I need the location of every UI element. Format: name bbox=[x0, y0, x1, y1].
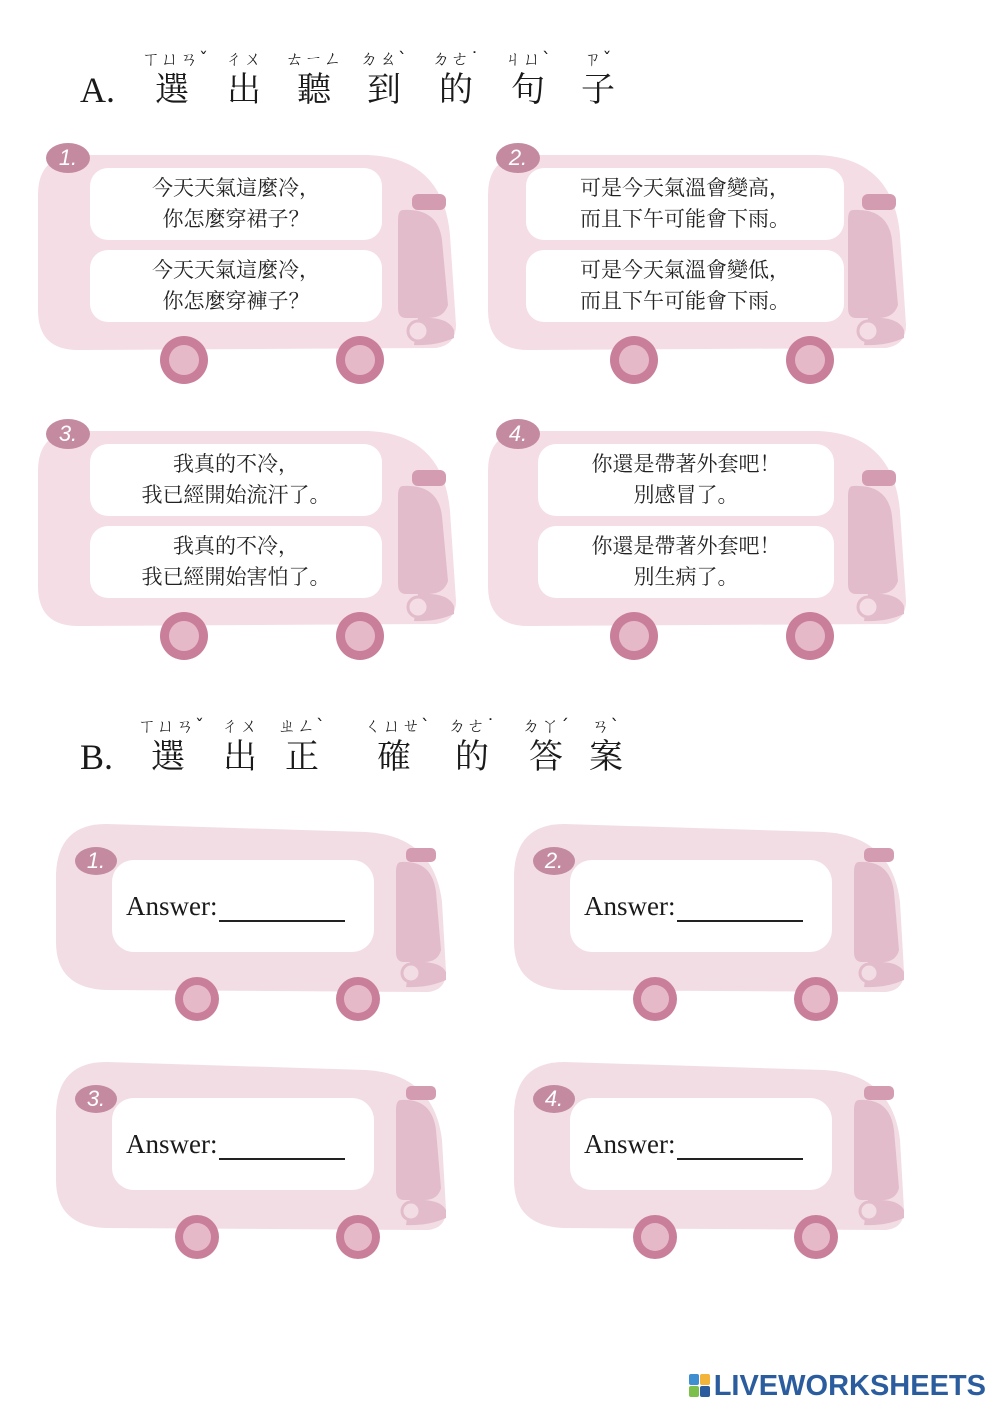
option-line: 別感冒了。 bbox=[633, 483, 739, 507]
section-a-letter: A. bbox=[80, 70, 115, 110]
question-number: 3. bbox=[58, 421, 78, 446]
title-char bbox=[426, 50, 486, 110]
answer-number: 3. bbox=[86, 1086, 106, 1111]
hanzi: 的 bbox=[439, 70, 473, 110]
answer-number: 1. bbox=[86, 848, 106, 873]
answer-label: Answer: bbox=[584, 890, 676, 921]
option-a[interactable] bbox=[90, 444, 382, 516]
option-line: 你還是帶著外套吧！ bbox=[591, 452, 781, 476]
hanzi: 句 bbox=[511, 70, 545, 110]
hanzi: 正 bbox=[285, 737, 319, 777]
option-line: 今天天氣這麼冷， bbox=[152, 258, 320, 282]
zhuyin: ㄔㄨ bbox=[221, 716, 259, 737]
title-char bbox=[142, 49, 209, 110]
option-b[interactable] bbox=[90, 526, 382, 598]
title-char bbox=[568, 50, 628, 110]
answer-input[interactable] bbox=[219, 900, 345, 922]
option-line: 我已經開始害怕了。 bbox=[141, 565, 331, 589]
option-a[interactable] bbox=[90, 168, 382, 240]
option-line: 今天天氣這麼冷， bbox=[152, 176, 320, 200]
title-char bbox=[576, 717, 636, 777]
answer-input[interactable] bbox=[677, 1138, 803, 1160]
option-line: 你還是帶著外套吧！ bbox=[591, 534, 781, 558]
option-b[interactable] bbox=[90, 250, 382, 322]
answer-input[interactable] bbox=[219, 1138, 345, 1160]
option-b[interactable] bbox=[538, 526, 834, 598]
title-char bbox=[272, 717, 332, 777]
question-number: 4. bbox=[508, 421, 528, 446]
zhuyin: ㄓㄥˋ bbox=[278, 716, 326, 737]
answer-card-2 bbox=[514, 822, 906, 1022]
option-a[interactable] bbox=[538, 444, 834, 516]
title-char bbox=[138, 716, 205, 777]
zhuyin: ㄉㄠˋ bbox=[360, 49, 408, 70]
question-card-1 bbox=[38, 140, 458, 385]
answer-number: 4. bbox=[544, 1086, 564, 1111]
hanzi: 答 bbox=[529, 737, 563, 777]
title-char bbox=[442, 717, 502, 777]
question-card-2 bbox=[488, 140, 908, 385]
logo-icon bbox=[689, 1374, 711, 1398]
hanzi: 聽 bbox=[297, 70, 331, 110]
answer-input[interactable] bbox=[677, 900, 803, 922]
answer-label: Answer: bbox=[584, 1128, 676, 1159]
section-b-letter: B. bbox=[80, 737, 114, 777]
zhuyin: ㄉㄜ˙ bbox=[448, 716, 496, 737]
question-number: 2. bbox=[508, 145, 528, 170]
zhuyin: ㄒㄩㄢˇ bbox=[142, 49, 209, 70]
answer-label: Answer: bbox=[126, 890, 218, 921]
hanzi: 選 bbox=[151, 737, 185, 777]
title-char bbox=[498, 50, 558, 110]
hanzi: 選 bbox=[155, 70, 189, 110]
hanzi: 的 bbox=[455, 737, 489, 777]
option-line: 我真的不冷， bbox=[173, 534, 299, 558]
zhuyin: ㄉㄚˊ bbox=[522, 716, 570, 737]
title-char bbox=[214, 50, 274, 110]
zhuyin: ㄉㄜ˙ bbox=[432, 49, 480, 70]
title-char bbox=[364, 716, 431, 777]
answer-number: 2. bbox=[544, 848, 564, 873]
option-line: 別生病了。 bbox=[633, 565, 739, 589]
option-a[interactable] bbox=[526, 168, 844, 240]
title-char bbox=[210, 717, 270, 777]
hanzi: 確 bbox=[377, 737, 411, 777]
answer-card-1 bbox=[56, 822, 448, 1022]
zhuyin: ㄔㄨ bbox=[225, 49, 263, 70]
logo-text: LIVEWORKSHEETS bbox=[713, 1369, 986, 1402]
option-line: 我真的不冷， bbox=[173, 452, 299, 476]
section-b-title bbox=[80, 697, 660, 777]
question-card-3 bbox=[38, 416, 458, 661]
answer-box bbox=[570, 1098, 832, 1190]
title-char bbox=[516, 717, 576, 777]
answer-box bbox=[112, 860, 374, 952]
option-line: 你怎麼穿褲子？ bbox=[162, 289, 310, 313]
section-a-title bbox=[80, 30, 640, 110]
option-line: 可是今天氣溫會變高， bbox=[580, 176, 790, 200]
zhuyin: ㄗˇ bbox=[583, 49, 613, 70]
option-line: 可是今天氣溫會變低， bbox=[580, 258, 790, 282]
answer-box bbox=[570, 860, 832, 952]
question-card-4 bbox=[488, 416, 908, 661]
answer-box bbox=[112, 1098, 374, 1190]
zhuyin: ㄢˋ bbox=[591, 716, 621, 737]
option-line: 我已經開始流汗了。 bbox=[141, 483, 331, 507]
option-line: 而且下午可能會下雨。 bbox=[580, 289, 790, 313]
zhuyin: ㄑㄩㄝˋ bbox=[364, 716, 431, 737]
option-line: 你怎麼穿裙子？ bbox=[162, 207, 310, 231]
zhuyin: ㄊㄧㄥ bbox=[285, 49, 343, 70]
zhuyin: ㄐㄩˋ bbox=[504, 49, 552, 70]
zhuyin: ㄒㄩㄢˇ bbox=[138, 716, 205, 737]
hanzi: 子 bbox=[581, 70, 615, 110]
title-char bbox=[354, 50, 414, 110]
hanzi: 出 bbox=[227, 70, 261, 110]
option-b[interactable] bbox=[526, 250, 844, 322]
option-line: 而且下午可能會下雨。 bbox=[580, 207, 790, 231]
answer-card-3 bbox=[56, 1060, 448, 1260]
answer-label: Answer: bbox=[126, 1128, 218, 1159]
hanzi: 到 bbox=[367, 70, 401, 110]
answer-card-4 bbox=[514, 1060, 906, 1260]
liveworksheets-logo[interactable] bbox=[689, 1370, 986, 1402]
hanzi: 出 bbox=[223, 737, 257, 777]
question-number: 1. bbox=[58, 145, 78, 170]
hanzi: 案 bbox=[589, 737, 623, 777]
title-char bbox=[284, 50, 344, 110]
